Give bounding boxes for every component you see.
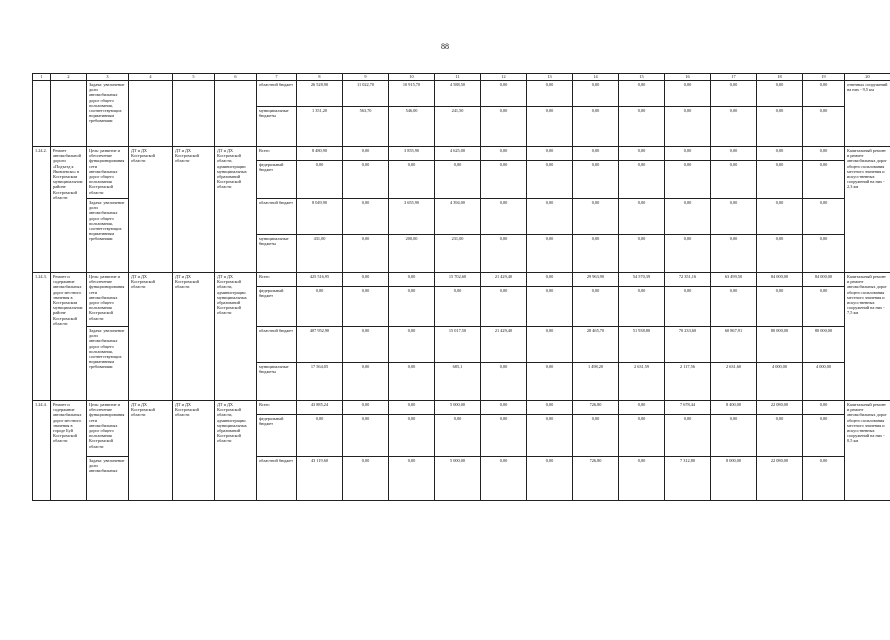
amount-cell: 5 000,00: [435, 401, 481, 415]
amount-cell: 0,00: [757, 199, 803, 235]
column-number: 19: [803, 74, 845, 81]
amount-cell: 0,00: [619, 287, 665, 327]
amount-cell: 0,00: [481, 161, 527, 199]
expected-result: отвечных сооружений на них - 9,5 км: [845, 81, 890, 147]
budget-table: [32, 73, 890, 501]
table-row: [33, 401, 890, 415]
page-number: 88: [441, 42, 449, 51]
coexecutor: ДТ и ДХ Костромской области: [173, 147, 215, 273]
amount-cell: 0,00: [481, 147, 527, 161]
table-row: [33, 147, 890, 161]
amount-cell: 0,00: [711, 287, 757, 327]
funding-source: Всего: [257, 273, 297, 287]
amount-cell: 0,00: [389, 161, 435, 199]
amount-cell: 0,00: [435, 415, 481, 457]
amount-cell: 1 351,20: [297, 107, 343, 147]
column-number: 18: [757, 74, 803, 81]
amount-cell: 0,00: [343, 273, 389, 287]
amount-cell: 0,00: [527, 327, 573, 363]
amount-cell: 0,00: [527, 81, 573, 107]
amount-cell: 0,00: [711, 415, 757, 457]
amount-cell: 0,00: [481, 81, 527, 107]
amount-cell: 0,00: [665, 147, 711, 161]
amount-cell: 685,1: [435, 363, 481, 401]
column-number: 5: [173, 74, 215, 81]
amount-cell: 0,00: [343, 401, 389, 415]
amount-cell: 22 080,00: [757, 401, 803, 415]
amount-cell: 0,00: [435, 161, 481, 199]
amount-cell: 0,00: [389, 415, 435, 457]
amount-cell: 0,00: [711, 161, 757, 199]
executor: ДТ и ДХ Костромской области: [129, 273, 173, 401]
amount-cell: 0,00: [573, 415, 619, 457]
amount-cell: 15 702,60: [435, 273, 481, 287]
amount-cell: 63 499,50: [711, 273, 757, 287]
amount-cell: 546,00: [389, 107, 435, 147]
amount-cell: 8 000,00: [711, 457, 757, 501]
column-number: 10: [389, 74, 435, 81]
column-number: 11: [435, 74, 481, 81]
amount-cell: 0,00: [619, 161, 665, 199]
amount-cell: 0,00: [573, 287, 619, 327]
amount-cell: 8 480,90: [297, 147, 343, 161]
amount-cell: 0,00: [343, 457, 389, 501]
amount-cell: 0,00: [435, 287, 481, 327]
table-row: [33, 81, 890, 107]
amount-cell: 0,00: [389, 363, 435, 401]
executor: [129, 81, 173, 147]
expected-result: Капитальный ремонт и ремонт автомобильных дорог общего пользования местного значения и искусственных сооружений на них - 7,5 км: [845, 273, 890, 401]
funding-source: областной бюджет: [257, 327, 297, 363]
amount-cell: 0,00: [343, 147, 389, 161]
amount-cell: 0,00: [527, 415, 573, 457]
amount-cell: 0,00: [297, 161, 343, 199]
column-number: 8: [297, 74, 343, 81]
amount-cell: 0,00: [619, 235, 665, 273]
row-number: [33, 81, 51, 147]
expected-result: Капитальный ремонт и ремонт автомобильных дорог общего пользования местного значения и искусственных сооружений на них - 0,5 км: [845, 401, 890, 501]
amount-cell: 80 000,00: [803, 327, 845, 363]
amount-cell: 0,00: [803, 107, 845, 147]
funding-source: муниципальные бюджеты: [257, 107, 297, 147]
expected-result: Капитальный ремонт и ремонт автомобильных дорог общего пользования местного значения и искусственных сооружений на них - 2,3 км: [845, 147, 890, 273]
column-number: 14: [573, 74, 619, 81]
amount-cell: 54 570,39: [619, 273, 665, 287]
funding-source: муниципальные бюджеты: [257, 363, 297, 401]
funding-source: Всего: [257, 147, 297, 161]
amount-cell: 0,00: [803, 161, 845, 199]
amount-cell: 0,00: [665, 199, 711, 235]
row-number: 1.24.3.: [33, 273, 51, 401]
amount-cell: 0,00: [665, 235, 711, 273]
amount-cell: 21 429,40: [481, 327, 527, 363]
amount-cell: 60 867,91: [711, 327, 757, 363]
amount-cell: 0,00: [803, 415, 845, 457]
amount-cell: 72 351,16: [665, 273, 711, 287]
executor: ДТ и ДХ Костромской области: [129, 401, 173, 501]
amount-cell: 407 952,90: [297, 327, 343, 363]
amount-cell: 0,00: [619, 415, 665, 457]
amount-cell: 0,00: [527, 199, 573, 235]
amount-cell: 70 233,60: [665, 327, 711, 363]
amount-cell: 0,00: [573, 161, 619, 199]
table-row: [33, 273, 890, 287]
amount-cell: 726,80: [573, 401, 619, 415]
amount-cell: 7 312,80: [665, 457, 711, 501]
amount-cell: 0,00: [389, 287, 435, 327]
measure-name: [51, 81, 87, 147]
participant: ДТ и ДХ Костромской области, администрации муниципальных образований Костромской области: [215, 273, 257, 401]
funding-source: Всего: [257, 401, 297, 415]
funding-source: федеральный бюджет: [257, 415, 297, 457]
amount-cell: 4 625,00: [435, 147, 481, 161]
coexecutor: ДТ и ДХ Костромской области: [173, 273, 215, 401]
amount-cell: 8 049,90: [297, 199, 343, 235]
amount-cell: 3 855,90: [389, 147, 435, 161]
amount-cell: 0,00: [297, 287, 343, 327]
amount-cell: 0,00: [711, 199, 757, 235]
amount-cell: 15 017,50: [435, 327, 481, 363]
amount-cell: 0,00: [527, 161, 573, 199]
amount-cell: 0,00: [481, 287, 527, 327]
amount-cell: 0,00: [757, 147, 803, 161]
amount-cell: 0,00: [389, 273, 435, 287]
funding-source: федеральный бюджет: [257, 161, 297, 199]
amount-cell: 2 117,56: [665, 363, 711, 401]
row-number: 1.24.2.: [33, 147, 51, 273]
amount-cell: 4 000,00: [757, 363, 803, 401]
amount-cell: 8 400,00: [711, 401, 757, 415]
amount-cell: 10 915,70: [389, 81, 435, 107]
amount-cell: 4 000,00: [803, 363, 845, 401]
measure-name: Ремонт автомобильной дороги «Подъезд к Яковлевско» в Костромском муниципальном районе Костромской области: [51, 147, 87, 273]
column-number: 9: [343, 74, 389, 81]
amount-cell: 0,00: [665, 81, 711, 107]
amount-cell: 0,00: [527, 401, 573, 415]
measure-goal: Цель: развитие и обеспечение функционирования сети автомобильных дорог общего пользования Костромской области: [87, 147, 129, 199]
amount-cell: 0,00: [619, 81, 665, 107]
measure-task: Задача: увеличение доли автомобильных дорог общего пользования, соответствующих нормативным требованиям: [87, 327, 129, 401]
amount-cell: 4 588,50: [435, 81, 481, 107]
amount-cell: 1 498,20: [573, 363, 619, 401]
amount-cell: 0,00: [527, 363, 573, 401]
amount-cell: 26 528,90: [297, 81, 343, 107]
amount-cell: 0,00: [803, 287, 845, 327]
amount-cell: 3 655,90: [389, 199, 435, 235]
amount-cell: 0,00: [343, 199, 389, 235]
amount-cell: 0,00: [343, 415, 389, 457]
amount-cell: 0,00: [711, 107, 757, 147]
amount-cell: 0,00: [665, 287, 711, 327]
column-number: 15: [619, 74, 665, 81]
funding-source: областной бюджет: [257, 199, 297, 235]
amount-cell: 0,00: [527, 147, 573, 161]
amount-cell: 726,80: [573, 457, 619, 501]
header-row: [33, 74, 890, 81]
measure-task: Задача: увеличение доли автомобильных дорог общего пользования, соответствующих нормативным требованиям: [87, 81, 129, 147]
amount-cell: 0,00: [527, 287, 573, 327]
amount-cell: 11 022,70: [343, 81, 389, 107]
amount-cell: 425 516,95: [297, 273, 343, 287]
amount-cell: 28 465,70: [573, 327, 619, 363]
amount-cell: 0,00: [527, 235, 573, 273]
funding-source: областной бюджет: [257, 81, 297, 107]
amount-cell: 0,00: [527, 107, 573, 147]
amount-cell: 0,00: [389, 457, 435, 501]
column-number: 6: [215, 74, 257, 81]
amount-cell: 84 000,00: [757, 273, 803, 287]
amount-cell: 0,00: [803, 457, 845, 501]
amount-cell: 0,00: [711, 81, 757, 107]
amount-cell: 0,00: [481, 415, 527, 457]
amount-cell: 17 564,05: [297, 363, 343, 401]
amount-cell: 0,00: [803, 401, 845, 415]
amount-cell: 0,00: [757, 287, 803, 327]
amount-cell: 0,00: [619, 199, 665, 235]
amount-cell: 0,00: [757, 235, 803, 273]
amount-cell: 0,00: [481, 401, 527, 415]
amount-cell: 2 631,59: [619, 363, 665, 401]
amount-cell: 0,00: [757, 81, 803, 107]
amount-cell: 84 000,00: [803, 273, 845, 287]
coexecutor: [173, 81, 215, 147]
amount-cell: 43 119,60: [297, 457, 343, 501]
funding-source: федеральный бюджет: [257, 287, 297, 327]
row-number: 1.24.4.: [33, 401, 51, 501]
amount-cell: 0,00: [481, 457, 527, 501]
amount-cell: 241,50: [435, 107, 481, 147]
amount-cell: 80 000,00: [757, 327, 803, 363]
column-number: 20: [845, 74, 890, 81]
column-number: 2: [51, 74, 87, 81]
amount-cell: 0,00: [665, 161, 711, 199]
amount-cell: 0,00: [711, 235, 757, 273]
table-body: [33, 81, 890, 501]
amount-cell: 0,00: [757, 161, 803, 199]
amount-cell: 0,00: [481, 199, 527, 235]
measure-goal: Цель: развитие и обеспечение функционирования сети автомобильных дорог общего пользования Костромской области: [87, 401, 129, 457]
participant: [215, 81, 257, 147]
amount-cell: 0,00: [803, 199, 845, 235]
amount-cell: 0,00: [757, 107, 803, 147]
column-number: 13: [527, 74, 573, 81]
amount-cell: 0,00: [527, 457, 573, 501]
amount-cell: 0,00: [343, 161, 389, 199]
amount-cell: 0,00: [481, 235, 527, 273]
measure-task: Задача: увеличение доли автомобильных дорог общего пользования, соответствующих нормативным требованиям: [87, 199, 129, 273]
amount-cell: 0,00: [297, 415, 343, 457]
coexecutor: ДТ и ДХ Костромской области: [173, 401, 215, 501]
amount-cell: 0,00: [803, 147, 845, 161]
amount-cell: 51 938,80: [619, 327, 665, 363]
amount-cell: 0,00: [665, 415, 711, 457]
amount-cell: 200,00: [389, 235, 435, 273]
amount-cell: 0,00: [573, 81, 619, 107]
amount-cell: 431,00: [297, 235, 343, 273]
column-number: 12: [481, 74, 527, 81]
amount-cell: 43 885,24: [297, 401, 343, 415]
amount-cell: 0,00: [803, 235, 845, 273]
column-number: 7: [257, 74, 297, 81]
amount-cell: 0,00: [343, 235, 389, 273]
amount-cell: 0,00: [665, 107, 711, 147]
amount-cell: 0,00: [619, 107, 665, 147]
amount-cell: 7 678,44: [665, 401, 711, 415]
amount-cell: 0,00: [343, 287, 389, 327]
column-number: 1: [33, 74, 51, 81]
participant: ДТ и ДХ Костромской области, администрации муниципальных образований Костромской области: [215, 401, 257, 501]
executor: ДТ и ДХ Костромской области: [129, 147, 173, 273]
amount-cell: 29 963,90: [573, 273, 619, 287]
amount-cell: 0,00: [389, 401, 435, 415]
amount-cell: 22 080,00: [757, 457, 803, 501]
measure-task: Задача: увеличение доли автомобильных: [87, 457, 129, 501]
amount-cell: 0,00: [527, 273, 573, 287]
amount-cell: 0,00: [573, 147, 619, 161]
amount-cell: 0,00: [803, 81, 845, 107]
column-number: 4: [129, 74, 173, 81]
column-number: 17: [711, 74, 757, 81]
column-number: 3: [87, 74, 129, 81]
measure-name: Ремонт и содержание автомобильных дорог местного значения в городе Буй Костромской области: [51, 401, 87, 501]
funding-source: областной бюджет: [257, 457, 297, 501]
amount-cell: 0,00: [343, 327, 389, 363]
amount-cell: 0,00: [573, 235, 619, 273]
amount-cell: 0,00: [757, 415, 803, 457]
amount-cell: 0,00: [711, 147, 757, 161]
amount-cell: 0,00: [573, 199, 619, 235]
amount-cell: 0,00: [619, 401, 665, 415]
amount-cell: 2 631,60: [711, 363, 757, 401]
amount-cell: 0,00: [481, 107, 527, 147]
amount-cell: 5 000,00: [435, 457, 481, 501]
participant: ДТ и ДХ Костромской области, администрации муниципальных образований Костромской области: [215, 147, 257, 273]
column-number: 16: [665, 74, 711, 81]
amount-cell: 4 394,00: [435, 199, 481, 235]
amount-cell: 21 429,40: [481, 273, 527, 287]
amount-cell: 563,70: [343, 107, 389, 147]
amount-cell: 0,00: [343, 363, 389, 401]
amount-cell: 0,00: [389, 327, 435, 363]
amount-cell: 231,00: [435, 235, 481, 273]
amount-cell: 0,00: [573, 107, 619, 147]
funding-source: муниципальные бюджеты: [257, 235, 297, 273]
amount-cell: 0,00: [619, 147, 665, 161]
measure-name: Ремонт и содержание автомобильных дорог местного значения в Костромском муниципальном районе Костромской области: [51, 273, 87, 401]
measure-goal: Цель: развитие и обеспечение функционирования сети автомобильных дорог общего пользования Костромской области: [87, 273, 129, 327]
amount-cell: 0,00: [619, 457, 665, 501]
amount-cell: 0,00: [481, 363, 527, 401]
